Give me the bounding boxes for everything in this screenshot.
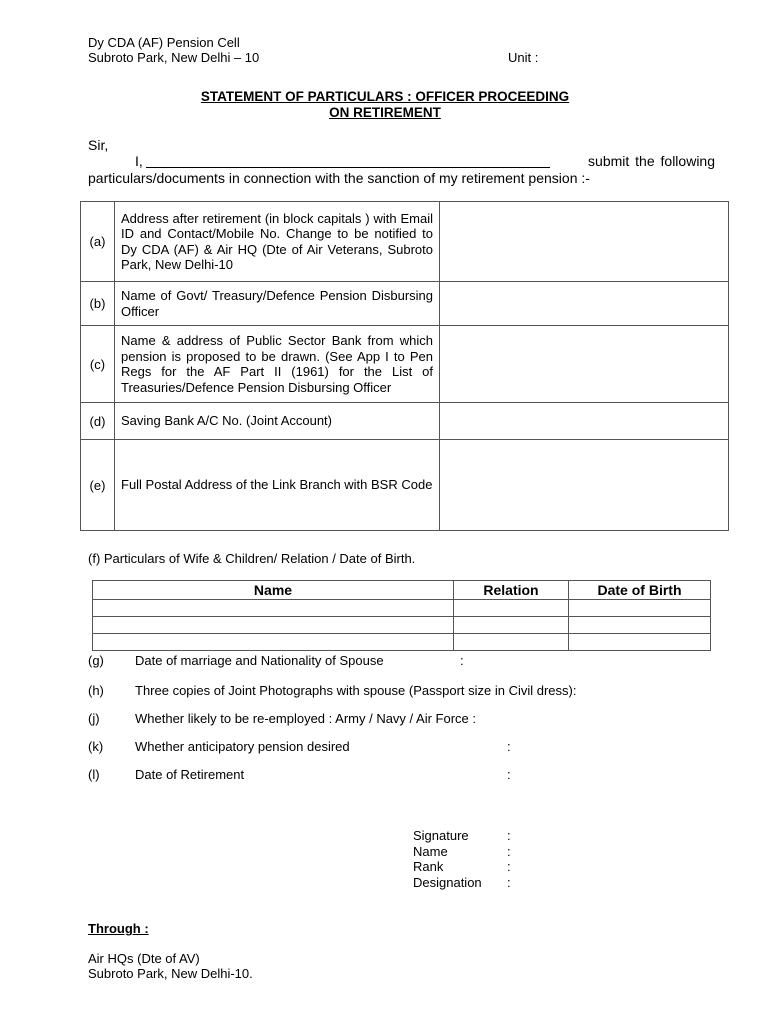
- particular-row: [81, 403, 729, 440]
- through-line2: Subroto Park, New Delhi-10.: [88, 966, 253, 981]
- item-label: (j): [88, 711, 100, 726]
- item-text: Date of marriage and Nationality of Spouse: [135, 653, 384, 668]
- row-description: Address after retirement (in block capitals ) with Email ID and Contact/Mobile No. Change to be notified to Dy CDA (AF) & Air HQ (Dte of Air Veterans, Subroto Park, New Delhi-10: [115, 202, 440, 282]
- row-value-cell[interactable]: [440, 202, 729, 282]
- name-cell[interactable]: [93, 600, 454, 617]
- declarant-name-blank: [146, 167, 550, 168]
- family-row: [93, 617, 711, 634]
- relation-cell[interactable]: [454, 617, 569, 634]
- office-address: Subroto Park, New Delhi – 10: [88, 50, 260, 65]
- column-header-name: Name: [93, 581, 454, 600]
- item-text: Three copies of Joint Photographs with spouse (Passport size in Civil dress):: [135, 683, 577, 698]
- item-label: (g): [88, 653, 104, 668]
- row-label: (d): [81, 403, 115, 440]
- unit-label: Unit :: [508, 50, 539, 65]
- item-label: (l): [88, 767, 100, 782]
- row-label: (b): [81, 282, 115, 326]
- particular-row: [81, 326, 729, 403]
- particular-row: [81, 282, 729, 326]
- family-row: [93, 634, 711, 651]
- relation-cell[interactable]: [454, 634, 569, 651]
- designation-label: Designation: [413, 874, 482, 890]
- family-heading: (f) Particulars of Wife & Children/ Relation / Date of Birth.: [88, 551, 416, 566]
- dob-cell[interactable]: [569, 634, 711, 651]
- row-value-cell[interactable]: [440, 403, 729, 440]
- through-line1: Air HQs (Dte of AV): [88, 951, 200, 966]
- item-label: (h): [88, 683, 104, 698]
- row-label: (e): [81, 440, 115, 531]
- rank-colon: :: [507, 859, 511, 875]
- salutation: Sir,: [88, 137, 109, 153]
- dob-cell[interactable]: [569, 617, 711, 634]
- signature-label: Signature: [413, 828, 469, 844]
- item-text: Whether anticipatory pension desired: [135, 739, 350, 754]
- item-colon: :: [507, 767, 511, 782]
- row-description: Full Postal Address of the Link Branch with BSR Code: [115, 440, 440, 531]
- row-description: Saving Bank A/C No. (Joint Account): [115, 403, 440, 440]
- name-label: Name: [413, 843, 448, 859]
- document-title-line2: ON RETIREMENT: [329, 105, 441, 120]
- family-table: [92, 580, 711, 651]
- family-header-row: [93, 581, 711, 600]
- designation-colon: :: [507, 874, 511, 890]
- document-title-line1: STATEMENT OF PARTICULARS : OFFICER PROCEEDING: [200, 89, 570, 104]
- signature-block: [413, 828, 511, 890]
- name-cell[interactable]: [93, 634, 454, 651]
- particulars-table: [80, 201, 729, 531]
- name-colon: :: [507, 843, 511, 859]
- declarant-prefix: I,: [135, 153, 143, 169]
- row-description: Name of Govt/ Treasury/Defence Pension Disbursing Officer: [115, 282, 440, 326]
- intro-line2: particulars/documents in connection with the sanction of my retirement pension :-: [88, 170, 590, 186]
- family-row: [93, 600, 711, 617]
- item-label: (k): [88, 739, 104, 754]
- item-colon: :: [507, 739, 511, 754]
- row-label: (a): [81, 202, 115, 282]
- row-description: Name & address of Public Sector Bank from which pension is proposed to be drawn. (See App I to Pen Regs for the AF Part II (1961) for the List of Treasuries/Defence Pension Disbursing Officer: [115, 326, 440, 403]
- particular-row: [81, 202, 729, 282]
- relation-cell[interactable]: [454, 600, 569, 617]
- row-value-cell[interactable]: [440, 326, 729, 403]
- row-value-cell[interactable]: [440, 282, 729, 326]
- name-cell[interactable]: [93, 617, 454, 634]
- item-text: Whether likely to be re-employed : Army / Navy / Air Force :: [135, 711, 477, 726]
- particular-row: [81, 440, 729, 531]
- column-header-dob: Date of Birth: [569, 581, 711, 600]
- through-heading: Through :: [88, 921, 149, 936]
- office-name: Dy CDA (AF) Pension Cell: [88, 35, 240, 50]
- item-colon: :: [460, 653, 464, 668]
- declarant-suffix: submit the following: [588, 153, 715, 169]
- row-value-cell[interactable]: [440, 440, 729, 531]
- signature-colon: :: [507, 828, 511, 844]
- row-label: (c): [81, 326, 115, 403]
- rank-label: Rank: [413, 859, 444, 875]
- column-header-relation: Relation: [454, 581, 569, 600]
- item-text: Date of Retirement: [135, 767, 245, 782]
- dob-cell[interactable]: [569, 600, 711, 617]
